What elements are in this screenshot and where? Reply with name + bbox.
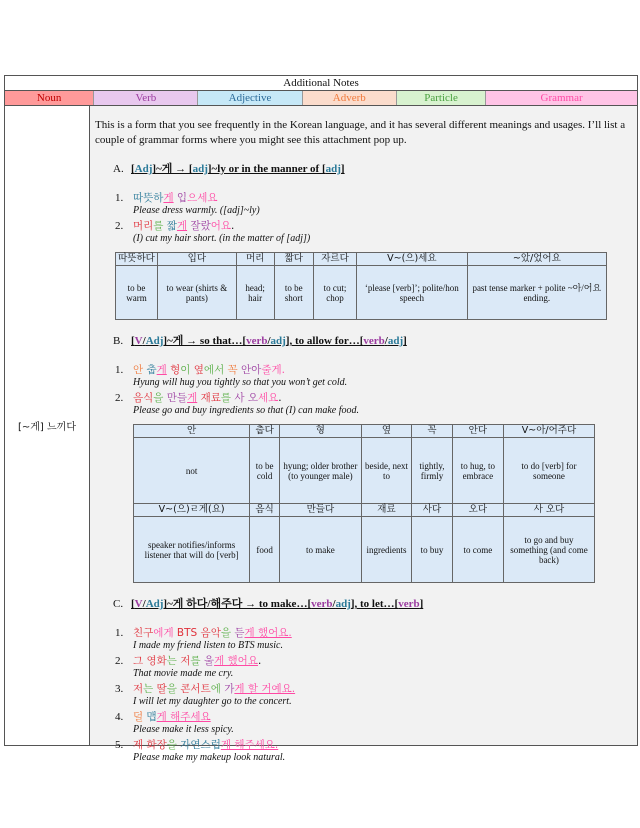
verb-segment: 만들 [163, 392, 188, 404]
example-item: 3. 저는 딸을 콘서트에 가게 할 거예요. I will let my daughter go to the concert. [115, 681, 627, 707]
plain-segment: . [257, 655, 262, 667]
example-item: 1. 안 춥게 형이 옆에서 꼭 안아줄게. Hyung will hug you tightly so that you won’t get cold. [115, 362, 627, 388]
adj-segment: 맵 [143, 711, 157, 723]
verb-segment: 잘랐 [187, 220, 211, 232]
example-translation: Hyung will hug you tightly so that you won’t get cold. [133, 377, 348, 388]
section-heading [113, 160, 627, 176]
vocabulary-table [133, 424, 595, 583]
noun-segment: 옆 [190, 364, 204, 376]
plain-segment: ], to let…[ [350, 598, 399, 610]
grammar-segment: 게 해주세요 [156, 711, 211, 723]
grammar-segment: 에게 [153, 627, 174, 639]
plain-segment: [ [131, 163, 135, 175]
vocab-word: 머리 [236, 253, 274, 266]
vocab-meaning: tightly, firmly [412, 438, 453, 504]
noun-segment: 저 [133, 683, 144, 695]
section-letter: A. [113, 163, 124, 175]
grammar-segment: 으세요 [187, 192, 218, 204]
particle-segment: 에서 [203, 364, 225, 376]
noun-segment: 친구 [133, 627, 154, 639]
vocab-meaning: to go and buy something (and come back) [503, 517, 594, 583]
verb-segment: 가 [220, 683, 235, 695]
vocab-word: 입다 [157, 253, 236, 266]
grammar-segment: 어요 [210, 220, 232, 232]
plain-segment: ]~게 하다/해주다 → to make…[ [163, 598, 312, 610]
vocab-word: 옆 [361, 425, 411, 438]
adj-segment: Adj [134, 163, 153, 175]
vocab-word: 사다 [412, 504, 453, 517]
plain-segment: ] [340, 163, 345, 175]
grammar-segment: 줄게. [261, 364, 285, 376]
verb-segment: V [134, 335, 143, 347]
particle-segment: 를 [190, 655, 201, 667]
plain-segment: ] [419, 598, 424, 610]
vocab-word: 형 [279, 425, 361, 438]
grammar-segment: 게 [187, 392, 198, 404]
plain-segment: / [142, 335, 146, 347]
particle-segment: 을 [166, 683, 177, 695]
vocab-meaning: food [250, 517, 280, 583]
vocab-meaning: to cut; chop [313, 266, 356, 320]
particle-segment: 를 [220, 392, 232, 404]
adverb-segment: 꼭 [224, 364, 238, 376]
part-of-speech-legend [5, 91, 637, 106]
vocab-word: 춥다 [250, 425, 280, 438]
vocab-word: 자르다 [313, 253, 356, 266]
vocab-word: 안다 [452, 425, 503, 438]
vocab-meaning: speaker notifies/informs listener that will do [verb] [134, 517, 250, 583]
particle-segment: 이 [180, 364, 191, 376]
particle-segment: 는 [143, 683, 154, 695]
vocab-meaning: hyung; older brother (to younger male) [279, 438, 361, 504]
vocab-meaning: to make [279, 517, 361, 583]
adj-segment: 춥 [143, 364, 157, 376]
row-label: [~게] 느끼다 [5, 106, 90, 745]
noun-segment: 저 [176, 655, 191, 667]
plain-segment: ]~게 → [ [152, 163, 193, 175]
adj-segment: Adj [145, 335, 164, 347]
notes-table [4, 75, 638, 763]
section-letter: B. [113, 335, 124, 347]
verb-segment: 듣 [231, 627, 245, 639]
particle-segment: 을 [153, 392, 164, 404]
plain-segment: ]~게 → so that…[ [163, 335, 247, 347]
vocab-word: 음식 [250, 504, 280, 517]
plain-segment: ], to allow for…[ [285, 335, 364, 347]
verb-segment: 입 [173, 192, 188, 204]
plain-segment: / [332, 598, 336, 610]
example-translation: Please go and buy ingredients so that (I) can make food. [133, 405, 359, 416]
adj-segment: adj [192, 163, 208, 175]
noun-segment: 음식 [133, 392, 154, 404]
example-item: 4. 덜 맵게 해주세요 Please make it less spicy. [115, 709, 627, 735]
legend-particle: Particle [397, 91, 486, 105]
example-item: 5. 제 화장을 자연스럽게 해주세요. Please make my makeup look natural. [115, 737, 627, 763]
vocab-meaning: to buy [412, 517, 453, 583]
verb-segment: 울 [200, 655, 215, 667]
particle-segment: 에 [210, 683, 221, 695]
example-item: 1. 친구에게 BTS 음악을 듣게 했어요. I made my friend listen to BTS music. [115, 625, 627, 651]
verb-segment: 사 오 [231, 392, 258, 404]
plain-segment: . [231, 220, 235, 232]
grammar-segment: 게 [156, 364, 167, 376]
example-item: 2. 머리를 짧게 잘랐어요. (I) cut my hair short. (in the matter of [adj]) [115, 218, 627, 244]
legend-grammar: Grammar [486, 91, 637, 105]
adj-segment: adj [270, 335, 286, 347]
vocab-word: V~(으)세요 [357, 253, 468, 266]
section-heading [113, 595, 627, 611]
plain-segment: ]~ly or in the manner of [ [207, 163, 326, 175]
grammar-segment: 세요 [257, 392, 279, 404]
vocab-word: 안 [134, 425, 250, 438]
example-translation: Please make it less spicy. [133, 724, 234, 735]
plain-segment: ] [403, 335, 407, 347]
plain-segment: / [384, 335, 388, 347]
verb-segment: verb [398, 598, 420, 610]
particle-segment: 을 [220, 627, 231, 639]
adj-segment: 짧 [163, 220, 177, 232]
vocab-meaning: to hug, to embrace [452, 438, 503, 504]
plain-segment: / [142, 598, 146, 610]
vocab-meaning: to be short [274, 266, 313, 320]
vocab-word: 만들다 [279, 504, 361, 517]
vocab-meaning: beside, next to [361, 438, 411, 504]
vocab-meaning: to be cold [250, 438, 280, 504]
plain-segment: / [267, 335, 271, 347]
vocab-meaning: ‘please [verb]’; polite/hon speech [357, 266, 468, 320]
adverb-segment: 안 [133, 364, 144, 376]
verb-segment: verb [363, 335, 385, 347]
vocab-meaning: not [134, 438, 250, 504]
verb-segment: verb [246, 335, 268, 347]
vocab-meaning: past tense marker + polite ~아/어요 ending. [467, 266, 606, 320]
example-item: 1. 따뜻하게 입으세요 Please dress warmly. ([adj]~ly) [115, 190, 627, 216]
example-item: 2. 그 영화는 저를 울게 했어요. That movie made me cry. [115, 653, 627, 679]
example-item: 2. 음식을 만들게 재료를 사 오세요. Please go and buy ingredients so that (I) can make food. [115, 390, 627, 416]
table-title: Additional Notes [5, 76, 637, 91]
example-translation: I made my friend listen to BTS music. [133, 640, 283, 651]
noun-segment: 콘서트 [176, 683, 211, 695]
vocab-meaning: to be warm [116, 266, 158, 320]
adj-segment: adj [335, 598, 351, 610]
plain-segment: [ [131, 598, 135, 610]
adj-segment: adj [387, 335, 404, 347]
vocab-word: 재료 [361, 504, 411, 517]
plain-segment: . [278, 392, 282, 404]
noun-segment: 딸 [153, 683, 167, 695]
example-translation: That movie made me cry. [133, 668, 234, 679]
vocab-word: 따뜻하다 [116, 253, 158, 266]
vocab-word: 꼭 [412, 425, 453, 438]
vocab-word: V~아/어주다 [503, 425, 594, 438]
noun-segment: 제 화장 [133, 739, 167, 751]
noun-segment: 형 [166, 364, 181, 376]
plain-segment: [ [131, 335, 135, 347]
verb-segment: V [134, 598, 143, 610]
vocab-meaning: to come [452, 517, 503, 583]
particle-segment: 을 [166, 739, 177, 751]
grammar-segment: 게 할 거예요. [234, 683, 296, 695]
noun-segment: 머리 [133, 220, 154, 232]
example-translation: Please make my makeup look natural. [133, 752, 286, 763]
adverb-segment: 덜 [133, 711, 144, 723]
grammar-segment: 게 했어요. [244, 627, 292, 639]
adj-segment: adj [325, 163, 341, 175]
vocab-word: V~(으)ㄹ게(요) [134, 504, 250, 517]
adj-segment: 자연스럽 [176, 739, 221, 751]
vocab-meaning: to wear (shirts & pants) [157, 266, 236, 320]
vocab-meaning: ingredients [361, 517, 411, 583]
particle-segment: 를 [153, 220, 164, 232]
vocab-word: 사 오다 [503, 504, 594, 517]
legend-noun: Noun [5, 91, 94, 105]
grammar-segment: 게 해주세요. [220, 739, 279, 751]
vocabulary-table [115, 252, 607, 320]
noun-segment: BTS 음악 [173, 627, 221, 639]
adj-segment: Adj [145, 598, 164, 610]
verb-segment: verb [311, 598, 333, 610]
legend-adjective: Adjective [198, 91, 302, 105]
section-letter: C. [113, 598, 124, 610]
example-translation: Please dress warmly. ([adj]~ly) [133, 205, 260, 216]
noun-segment: 그 영화 [133, 655, 167, 667]
vocab-meaning: to do [verb] for someone [503, 438, 594, 504]
verb-segment: 안아 [237, 364, 262, 376]
legend-verb: Verb [94, 91, 198, 105]
vocab-meaning: head; hair [236, 266, 274, 320]
vocab-word: 오다 [452, 504, 503, 517]
section-heading [113, 332, 627, 348]
vocab-word: 짧다 [274, 253, 313, 266]
particle-segment: 는 [166, 655, 177, 667]
example-translation: I will let my daughter go to the concert. [133, 696, 292, 707]
adj-segment: 따뜻하 [133, 192, 164, 204]
notes-content [90, 106, 637, 763]
vocab-word: ~았/었어요 [467, 253, 606, 266]
intro-text: This is a form that you see frequently in the Korean language, and it has several different meanings and usages. I’ll list a couple of grammar forms where you might see this attachment pop up. [95, 119, 626, 146]
grammar-segment: 게 했어요 [214, 655, 258, 667]
legend-adverb: Adverb [303, 91, 397, 105]
noun-segment: 재료 [197, 392, 221, 404]
grammar-segment: 게 [176, 220, 188, 232]
example-translation: (I) cut my hair short. (in the matter of [adj]) [133, 233, 311, 244]
grammar-segment: 게 [163, 192, 174, 204]
